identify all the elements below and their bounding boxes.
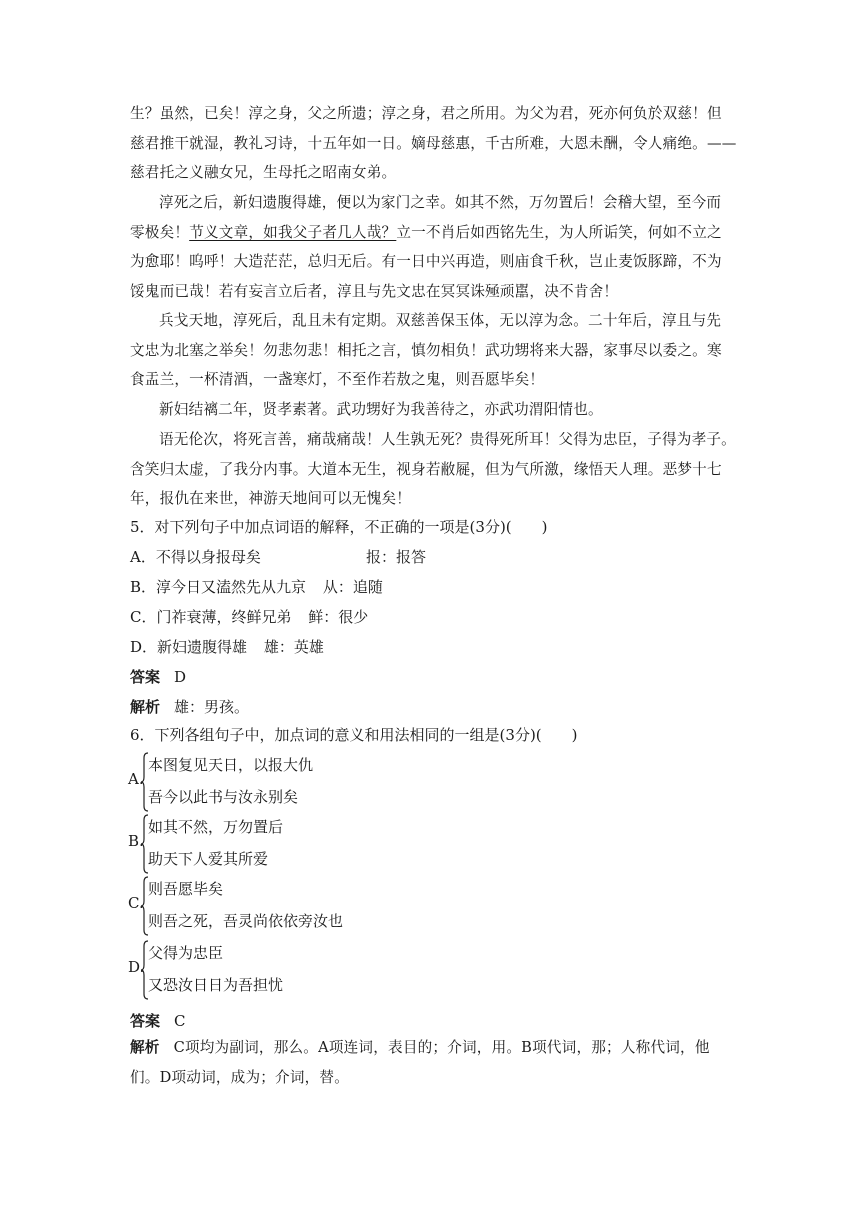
text-line: 慈君托之义融女兄，生母托之昭南女弟。: [130, 164, 397, 182]
group-line-1: 则吾愿毕矣: [148, 880, 224, 898]
group-line-1: 如其不然，万勿置后: [148, 818, 284, 836]
text-line: 兵戈天地，淳死后，乱且未有定期。双慈善保玉体，无以淳为念。二十年后，淳且与先: [159, 312, 722, 329]
question-6-analysis: [130, 1033, 734, 1092]
group-line-2: 吾今以此书与汝永别矣: [148, 788, 299, 806]
text-line: 食盂兰，一杯清酒，一盏寒灯，不至作若敖之鬼，则吾愿毕矣！: [130, 371, 545, 389]
group-line-2: 又恐汝日日为吾担忧: [148, 976, 284, 994]
passage-paragraph-2: [130, 188, 734, 306]
passage-paragraph-5: [130, 425, 734, 514]
text-line: 语无伦次，将死言善，痛哉痛哉！人生孰无死？贵得死所耳！父得为忠臣，子得为孝子。: [159, 431, 736, 448]
answer-label: 答案: [130, 668, 161, 686]
text-line: 新妇结褵二年，贤孝素著。武功甥好为我善待之，亦武功渭阳情也。: [159, 401, 603, 418]
answer-value: D: [174, 668, 187, 686]
option-gloss: 鲜：很少: [308, 608, 369, 626]
text-line: 为愈耶！呜呼！大造茫茫，总归无后。有一日中兴再造，则庙食千秋，岂止麦饭豚蹄，不为: [130, 253, 722, 271]
text-line: 慈君推干就湿，教礼习诗，十五年如一日。嫡母慈惠，千古所难，大恩未酬，令人痛绝。——: [130, 134, 737, 152]
answer-value: C: [174, 1012, 186, 1030]
option-gloss: 报：报答: [366, 548, 427, 566]
group-letter: A.: [128, 770, 144, 788]
option-gloss: 从：追随: [322, 578, 383, 596]
question-6-group-d: [128, 940, 528, 1002]
analysis-text: 雄：男孩。: [174, 698, 250, 716]
underlined-sentence: 节义文章，如我父子者几人哉？: [189, 223, 397, 241]
question-6-stem: 6．下列各组句子中，加点词的意义和用法相同的一组是(3分)( ): [130, 726, 578, 744]
answer-label: 答案: [130, 1012, 161, 1030]
group-line-1: 父得为忠臣: [148, 944, 224, 962]
analysis-label: 解析: [130, 698, 161, 716]
question-5-stem: 5．对下列句子中加点词语的解释，不正确的一项是(3分)( ): [130, 518, 548, 536]
question-6-group-a: [128, 752, 528, 814]
analysis-label: 解析: [130, 1039, 160, 1056]
analysis-text: C项均为副词，那么。A项连词，表目的；介词，用。B项代词，那；人称代词，他: [173, 1039, 710, 1056]
option-sentence: B．淳今日又溘然先从九京: [130, 578, 307, 596]
group-line-2: 助天下人爱其所爱: [148, 850, 269, 868]
text-line: 馁鬼而已哉！若有妄言立后者，淳且与先文忠在冥冥诛殛顽嚚，决不肯舍！: [130, 282, 619, 300]
passage-paragraph-1: [130, 99, 737, 188]
text-line: 文忠为北塞之举矣！勿悲勿悲！相托之言，慎勿相负！武功甥将来大器，家事尽以委之。寒: [130, 341, 722, 359]
text-line: 含笑归太虚，了我分内事。大道本无生，视身若敝屣，但为气所激，缘悟天人理。恶梦十七: [130, 460, 722, 478]
text-line: 零极矣！节义文章，如我父子者几人哉？立一不肖后如西铭先生，为人所诟笑，何如不立之: [130, 223, 722, 241]
question-5-answer: [130, 666, 186, 687]
text-line: [130, 1033, 734, 1063]
option-sentence: C．门祚衰薄，终鲜兄弟: [130, 608, 292, 626]
question-5-analysis: [130, 696, 249, 717]
text-line: 们。D项动词，成为；介词，替。: [130, 1068, 350, 1086]
group-line-2: 则吾之死，吾灵尚依依旁汝也: [148, 912, 344, 930]
passage-paragraph-4: [130, 395, 734, 425]
option-gloss: 雄：英雄: [263, 638, 324, 656]
question-5-option-d: [130, 636, 324, 658]
question-6-answer: [130, 1010, 186, 1031]
question-6-group-b: [128, 814, 528, 876]
option-sentence: D．新妇遗腹得雄: [130, 638, 248, 656]
question-6-group-c: [128, 876, 528, 938]
group-letter: B.: [128, 832, 144, 850]
group-letter: C.: [128, 894, 144, 912]
text-line: 年，报仇在来世，神游天地间可以无愧矣！: [130, 490, 412, 508]
text-line: 生？虽然，已矣！淳之身，父之所遗；淳之身，君之所用。为父为君，死亦何负於双慈！但: [130, 105, 722, 122]
option-sentence: A．不得以身报母矣: [130, 548, 261, 566]
question-5-option-c: [130, 606, 368, 628]
question-5-option-a: [130, 546, 427, 568]
text-line: 淳死之后，新妇遗腹得雄，便以为家门之幸。如其不然，万勿置后！会稽大望，至今而: [159, 194, 722, 211]
group-line-1: 本图复见天日，以报大仇: [148, 756, 314, 774]
group-letter: D.: [128, 958, 145, 976]
passage-paragraph-3: [130, 306, 734, 395]
question-5-option-b: [130, 576, 383, 598]
